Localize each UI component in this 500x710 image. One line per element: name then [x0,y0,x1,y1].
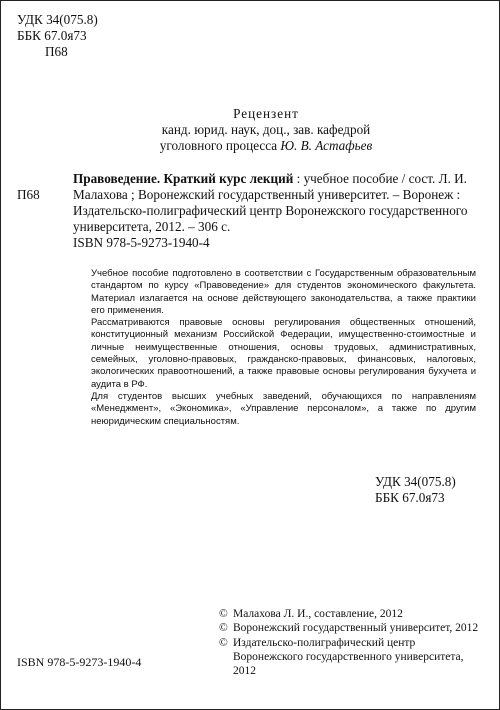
reviewer-block [121,106,411,154]
bibliographic-record [73,171,475,251]
copyright-block [219,607,484,678]
reviewer-title: Рецензент [233,106,299,121]
copyright-sign: © [219,608,228,620]
copyright-text: Малахова Л. И., составление, 2012 [233,608,403,620]
annotation-paragraph-3: Для студентов высших учебных заведений, обучающихся по направлениям «Менеджмент», «Экономика», «Управление персоналом», а также по другим неюридическим специальностям. [91,390,476,427]
biblio-description [73,171,475,235]
biblio-author-sign: П68 [17,187,40,202]
biblio-details: : учебное пособие / сост. Л. И. Малахова ; Воронежский государственный университет. – Воронеж : Издательско-полиграфический центр Воронежского государственного университета, 2012. – 306 с. [73,171,468,234]
copyright-text: Воронежский государственный университет, 2012 [233,622,479,635]
copyright-sign: © [219,622,228,635]
reviewer-position [121,138,411,154]
isbn-bottom: ISBN 978-5-9273-1940-4 [17,655,142,669]
isbn: ISBN 978-5-9273-1940-4 [73,235,210,250]
classification-codes-bottom [375,474,456,506]
bbk-code: ББК 67.0я73 [17,28,87,43]
classification-codes-top [17,12,98,60]
annotation [91,268,476,428]
bbk-code-bottom: ББК 67.0я73 [375,490,445,505]
reviewer-department: уголовного процесса [159,138,278,153]
annotation-paragraph-1: Учебное пособие подготовлено в соответствии с Государственным образовательным стандартом по курсу «Правоведение» для студентов экономического факультета. Материал излагается на основе действующего законодательства, а также практики его применения. [91,268,476,316]
annotation-paragraph-2: Рассматриваются правовые основы регулирования общественных отношений, конституционный механизм Российской Федерации, имущественно-стоимостные и личные неимущественные отношения, основы трудовых, административных, семейных, уголовно-правовых, гражданско-правовых, финансовых, налоговых, экологических правоотношений, а также правовые основы регулирования бухучета и аудита в РФ. [91,317,476,390]
reviewer-credentials: канд. юрид. наук, доц., зав. кафедрой [161,122,371,137]
reviewer-name: Ю. В. Астафьев [280,138,373,153]
copyright-sign: © [219,636,228,649]
copyright-item [219,607,484,621]
author-sign: П68 [45,44,68,59]
book-title: Правоведение. Краткий курс лекций [73,171,294,186]
copyright-item [219,636,484,679]
copyright-item [219,621,484,635]
udk-code-bottom: УДК 34(075.8) [375,474,456,489]
udk-code: УДК 34(075.8) [17,12,98,27]
copyright-text: Издательско-полиграфический центр Воронежского государственного университета, 2012 [233,636,464,678]
